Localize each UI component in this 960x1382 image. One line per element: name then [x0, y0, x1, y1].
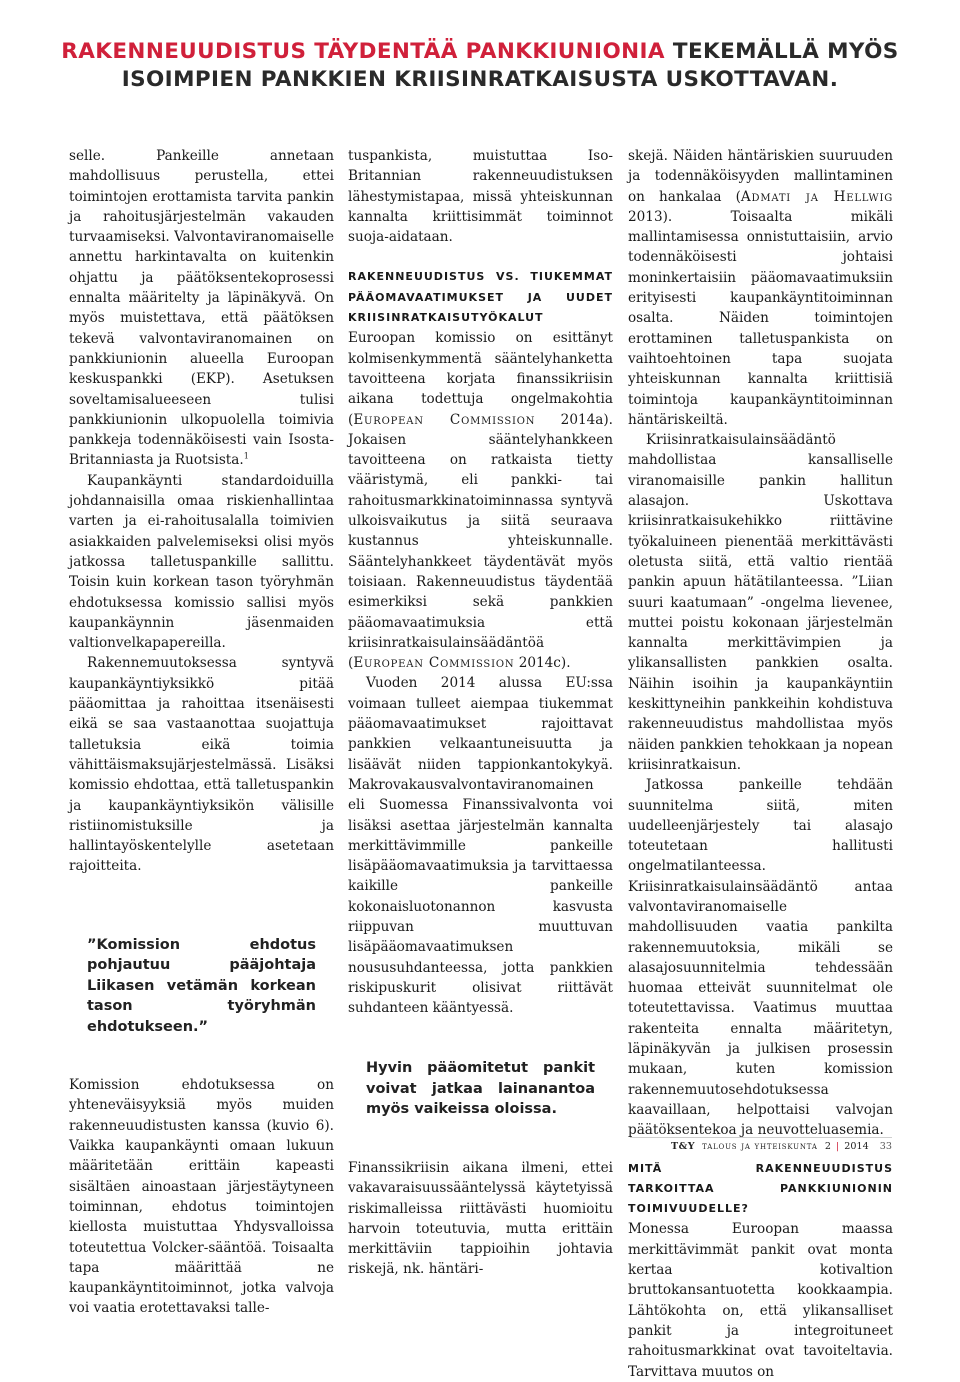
col3-paragraph-3: Jatkossa pankeille tehdään suunnitelma siitä, miten uudelleenjärjestely tai alasajo toteutetaan hallitusti ongelmatilanteessa. Kriisinratkaisulainsäädäntö antaa valvontaviranomaiselle mahdollisuuden vaatia pankilta rakennemuutoksia, mikäli se alasajosuunnitelmia tehdessään huomaa etteivät suunnitelmat ole toteutettavissa. Vaatimus muuttaa rakenteita ennalta määritetyn, läpinäkyvän ja julkisen prosessin mukaan, kuten komission rakennemuutosehdotuksessa kaavaillaan, helpottaisi valvojan päätöksentekoa ja neuvotteluasemia.	[628, 777, 893, 1139]
page-footer	[630, 1137, 892, 1156]
col1-paragraph-3: Rakennemuutoksessa syntyvä kaupankäyntiyksikkö pitää pääomittaa ja rahoittaa itsenäisesti eikä se saa vastaanottaa suojattuja talletuksia eikä toimia vähittäismaksujärjestelmässä. Lisäksi komissio ehdottaa, että talletuspankin ja kaupankäyntiyksikön välisille ristiinomistuksille ja hallintayöskentelylle asetetaan rajoitteita.	[69, 655, 334, 875]
column-2	[348, 146, 613, 1280]
article-headline	[0, 38, 960, 94]
col3-p1-text-b: 2013). Toisaalta mikäli mallintamisessa onnistuttaisiin, arvio todennäköisesti johtaisi moninkertaisiin pääomavaatimuksiin erityisesti kaupankäyntitoiminnan osalta. Näiden toimintojen erottaminen talletuspankista on vaihtoehtoinen tapa suojata yhteiskunnan kannalta kriittisiä toimintoja kaupankäyntitoiminnan häntäriskeiltä.	[628, 208, 893, 428]
col3-p1-text-a: skejä. Näiden häntäriskien suuruuden ja todennäköisyyden mallintaminen on hankalaa (	[628, 148, 893, 205]
headline-dark-part-2: ISOIMPIEN PANKKIEN KRIISINRATKAISUSTA USKOTTAVAN.	[121, 67, 839, 92]
section-heading-2: MITÄ RAKENNEUUDISTUS TARKOITTAA PANKKIUNIONIN TOIMIVUUDELLE?	[628, 1161, 893, 1216]
col2-paragraph-3: Vuoden 2014 alussa EU:ssa voimaan tulleet aiempaa tiukemmat pääomavaatimukset rajoittavat pankkien velkaantuneisuutta ja lisäävät niiden tappionkantokykyä. Makrovakausvalvontaviranomainen eli Suomessa Finanssivalvonta voi lisäksi asettaa järjestelmän kannalta merkittävimmille pankeille lisäpääomavaatimuksia ja tarvittaessa kaikille pankeille kokonaisluotonannon kasvusta riippuvan muuttuvan lisäpääomavaatimuksen noususuhdanteessa, jotta pankkien riskipuskurit olisivat riittävät suhdanteen kääntyessä.	[348, 675, 613, 1017]
section-heading-1: RAKENNEUUDISTUS VS. TIUKEMMAT PÄÄOMAVAATIMUKSET JA UUDET KRIISINRATKAISUTYÖKALUT	[348, 270, 613, 325]
col2-paragraph-4: Finanssikriisin aikana ilmeni, ettei vakavaraisuussääntelyssä käytetyissä riskimalleissa riittävästi huomioitu harvoin toteutuvia, mutta erittäin merkittäviin tappioihin johtavia riskejä, nk. häntäri-	[348, 1159, 613, 1278]
col2-p2-text-a: Euroopan komissio on esittänyt kolmisenkymmentä sääntelyhanketta tavoitteena korjata finanssikriisin aikana todettuja ongelmakohtia (	[348, 330, 613, 428]
headline-red-part: RAKENNEUUDISTUS TÄYDENTÄÄ PANKKIUNIONIA	[61, 39, 665, 64]
col1-paragraph-4: Komission ehdotuksessa on yhteneväisyyksiä myös muiden rakenneuudistusten kanssa (kuvio 6). Vaikka kaupankäynti omaan lukuun määritetään erittäin kapeasti sisältäen ainoastaan järjestäytyneen toiminnan, ehdotus toimintojen kiellosta muistuttaa Yhdysvalloissa toteutettua Volcker-sääntöä. Toisaalta tapa määrittää ne kaupankäyntitoiminnot, jotka valvoja voi vaatia erotettavaksi talle-	[69, 1077, 334, 1317]
col1-paragraph-2: Kaupankäynti standardoiduilla johdannaisilla omaa riskienhallintaa varten ja ei-rahoitusalalla toimivien asiakkaiden palvelemiseksi olisi myös jatkossa talletuspankille sallittu. Toisin kuin korkean tason työryhmän ehdotuksessa komissio sallisi myös kaupankäynnin jäsenmaiden valtionvelkapapereilla.	[69, 472, 334, 652]
col1-p1-text: selle. Pankeille annetaan mahdollisuus perustella, ettei toimintojen erottamista tarvita pankin ja rahoitusjärjestelmän vakauden turvaamiseksi. Valvontaviranomaiselle annettu harkintavalta on kuitenkin ohjattu ja päätöksentekoprosessi ennalta määritelty ja läpinäkyvä. On myös muistettava, että päätöksen tekevä valvontaviranomainen on pankkiunionin alueella Euroopan keskuspankki (EKP). Asetuksen soveltamisalueeseen tulisi pankkiunionin ulkopuolella toimivia pankkeja todennäköisesti vain Isosta-Britanniasta ja Ruotsista.	[69, 148, 334, 469]
column-3	[628, 146, 893, 1382]
citation-european-commission-c: European Commission	[353, 655, 515, 672]
headline-dark-part-1: TEKEMÄLLÄ MYÖS	[672, 39, 899, 64]
issue-number: 2	[824, 1141, 831, 1152]
magazine-name: talous ja yhteiskunta	[702, 1141, 818, 1152]
footnote-ref: 1	[243, 451, 249, 461]
col2-p2-text-b: 2014a). Jokaisen sääntelyhankkeen tavoitteena on ratkaista tietty vääristymä, eli pankki- tai rahoitusmarkkinatoiminnassa syntyvä ulkoisvaikutus ja siitä seuraava kustannus yhteiskunnalle. Sääntelyhankkeet täydentävät myös toisiaan. Rakenneuudistus täydentää esimerkiksi sekä pankkien pääomavaatimuksia että kriisinratkaisulainsäädäntöä (	[348, 411, 613, 672]
pull-quote-2: Hyvin pääomitetut pankit voivat jatkaa lainanantoa myös vaikeissa oloissa.	[366, 1060, 595, 1118]
col1-paragraph-1	[69, 146, 334, 471]
citation-european-commission-a: European Commission	[353, 411, 536, 428]
publication-logo: T&Y	[670, 1141, 696, 1152]
issue-separator: |	[836, 1141, 840, 1152]
page-number: 33	[879, 1141, 892, 1152]
col2-paragraph-1: tuspankista, muistuttaa Iso-Britannian rakenneuudistuksen lähestymistapaa, missä yhteiskunnan kannalta kriittisimmät toiminnot suoja-aidataan.	[348, 148, 613, 246]
col2-paragraph-2	[348, 328, 613, 673]
col3-paragraph-2: Kriisinratkaisulainsäädäntö mahdollistaa kansalliselle viranomaisille pankin hallitun alasajon. Uskottava kriisinratkaisukehikko riittävine työkaluineen pienentää merkittävästi oletusta siitä, että valtio rientää pankin apuun hätätilanteessa. ”Liian suuri kaatumaan” -ongelma lievenee, muttei poistu kokonaan järjestelmän kannalta merkittävimpien ja ylikansallisten pankkien osalta. Näihin isoihin ja kaupankäyntiin keskittyneihin pankkeihin kohdistuva rakenneuudistus mahdollistaa myös näiden pankkien tehokkaan ja nopean kriisinratkaisun.	[628, 432, 893, 773]
col2-p2-text-c: 2014c).	[514, 655, 571, 672]
col3-paragraph-4: Monessa Euroopan maassa merkittävimmät pankit ovat monta kertaa kotivaltion bruttokansantuotetta kookkaampia. Lähtökohta on, että ylikansalliset pankit ja integroituneet rahoitusmarkkinat ovat tavoiteltavia. Tarvittava muutos on	[628, 1221, 893, 1380]
pull-quote-1: ”Komission ehdotus pohjautuu pääjohtaja Liikasen vetämän korkean tason työryhmän ehdotukseen.”	[87, 936, 316, 1035]
citation-admati-hellwig: Admati ja Hellwig	[740, 188, 893, 205]
col3-paragraph-1	[628, 146, 893, 430]
issue-year: 2014	[844, 1141, 869, 1152]
column-1	[69, 146, 334, 1319]
